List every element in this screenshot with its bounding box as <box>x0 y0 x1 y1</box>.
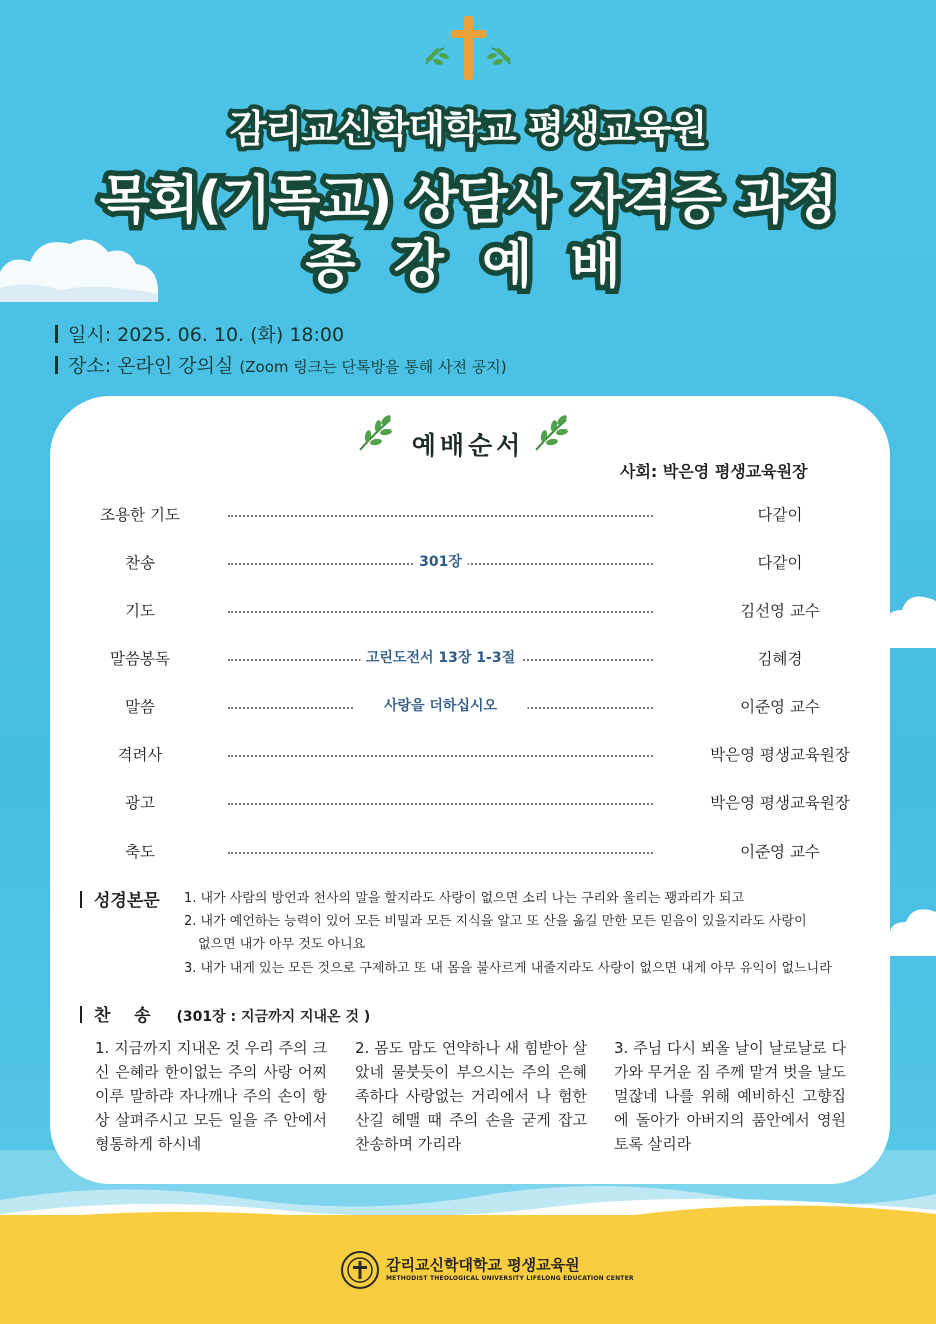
row-name: 격려사 <box>117 746 163 764</box>
program-row <box>0 840 936 864</box>
row-leader: 이준영 교수 <box>740 698 820 716</box>
row-name: 광고 <box>125 794 155 812</box>
scripture-line: 없으면 내가 아무 것도 아니요 <box>198 937 366 952</box>
scripture-line: 3. 내가 내게 있는 모든 것으로 구제하고 또 내 몸을 불사르게 내줄지라도 사랑이 없으면 내게 아무 유익이 없느니라 <box>184 961 832 976</box>
program-row <box>0 599 936 623</box>
row-name: 기도 <box>125 602 155 620</box>
row-detail: 고린도전서 13장 1-3절 <box>360 647 521 667</box>
section-bar <box>80 891 82 908</box>
row-leader: 김혜경 <box>757 650 803 668</box>
row-name: 말씀 <box>125 698 155 716</box>
row-dots <box>228 791 653 815</box>
hymn-stanza: 3. 주님 다시 뵈올 날이 날로날로 다가와 무거운 짐 주께 맡겨 벗을 날도 멀잖네 나를 위해 예비하신 고향집에 돌아가 아버지의 품안에서 영원토록 살리라 <box>614 1039 846 1153</box>
place-label: 장소: <box>68 355 112 377</box>
hymn-heading <box>80 1001 370 1026</box>
cross-icon <box>418 16 518 82</box>
hymn-heading-text: 찬 송 <box>94 1006 151 1026</box>
row-name: 말씀봉독 <box>110 650 170 668</box>
row-leader: 박은영 평생교육원장 <box>710 746 850 764</box>
row-dots <box>228 599 653 623</box>
scripture-line: 1. 내가 사람의 방언과 천사의 말을 할지라도 사랑이 없으면 소리 나는 구리와 울리는 꽹과리가 되고 <box>184 891 745 906</box>
date-line <box>55 320 344 347</box>
row-dots <box>228 503 653 527</box>
footer-name: 감리교신학대학교 평생교육원 <box>386 1256 580 1274</box>
row-leader: 이준영 교수 <box>740 843 820 861</box>
row-dots <box>228 743 653 767</box>
scripture-heading <box>80 886 160 911</box>
row-name: 축도 <box>125 843 155 861</box>
row-leader: 다같이 <box>757 506 803 524</box>
row-dots <box>228 647 653 671</box>
university-seal-icon <box>340 1250 380 1290</box>
program-row <box>0 503 936 527</box>
org-title: 감리교신학대학교 평생교육원 <box>229 107 707 151</box>
program-row <box>0 647 936 671</box>
program-row <box>0 791 936 815</box>
row-dots <box>228 695 653 719</box>
row-leader: 박은영 평생교육원장 <box>710 794 850 812</box>
course-title: 목회(기독교) 상담사 자격증 과정 <box>99 171 837 231</box>
row-name: 찬송 <box>125 554 155 572</box>
hymn-stanza: 2. 몸도 맘도 연약하나 새 힘받아 살았네 물붓듯이 부으시는 주의 은혜 족하다 사랑없는 거리에서 나 험한 산길 헤맬 때 주의 손을 굳게 잡고 찬송하며 가리라 <box>355 1039 587 1153</box>
place-line <box>55 351 507 378</box>
row-dots <box>228 551 653 575</box>
row-leader: 김선영 교수 <box>740 602 820 620</box>
row-detail: 301장 <box>413 551 468 571</box>
program-row <box>0 695 936 719</box>
row-detail: 사랑을 더하십시오 <box>354 695 527 715</box>
scripture-line: 2. 내가 예언하는 능력이 있어 모든 비밀과 모든 지식을 알고 또 산을 옮길 만한 모든 믿음이 있을지라도 사랑이 <box>184 914 807 929</box>
host-line: 사회: 박은영 평생교육원장 <box>620 462 808 481</box>
date-value: 2025. 06. 10. (화) 18:00 <box>117 324 345 346</box>
date-label: 일시: <box>68 324 112 346</box>
sand-edge <box>0 1198 936 1238</box>
event-title: 종 강 예 배 <box>305 235 631 295</box>
scripture-heading-text: 성경본문 <box>94 891 160 911</box>
program-title: 예배순서 <box>411 431 525 460</box>
program-row <box>0 551 936 575</box>
row-leader: 다같이 <box>757 554 803 572</box>
hymn-subtitle: (301장 : 지금까지 지내온 것 ) <box>176 1009 371 1025</box>
place-value: 온라인 강의실 <box>117 355 234 377</box>
info-bar <box>55 325 58 343</box>
row-dots <box>228 840 653 864</box>
footer-english: METHODIST THEOLOGICAL UNIVERSITY LIFELONG EDUCATION CENTER <box>386 1275 634 1282</box>
place-note: (Zoom 링크는 단톡방을 통해 사전 공지) <box>239 358 507 376</box>
info-bar <box>55 356 58 374</box>
hymn-stanza: 1. 지금까지 지내온 것 우리 주의 크신 은혜라 한이없는 주의 사랑 어찌 이루 말하랴 자나깨나 주의 손이 항상 살펴주시고 모든 일을 주 안에서 형통하게 하시네 <box>95 1039 327 1153</box>
row-name: 조용한 기도 <box>100 506 180 524</box>
program-row <box>0 743 936 767</box>
section-bar <box>80 1006 82 1023</box>
